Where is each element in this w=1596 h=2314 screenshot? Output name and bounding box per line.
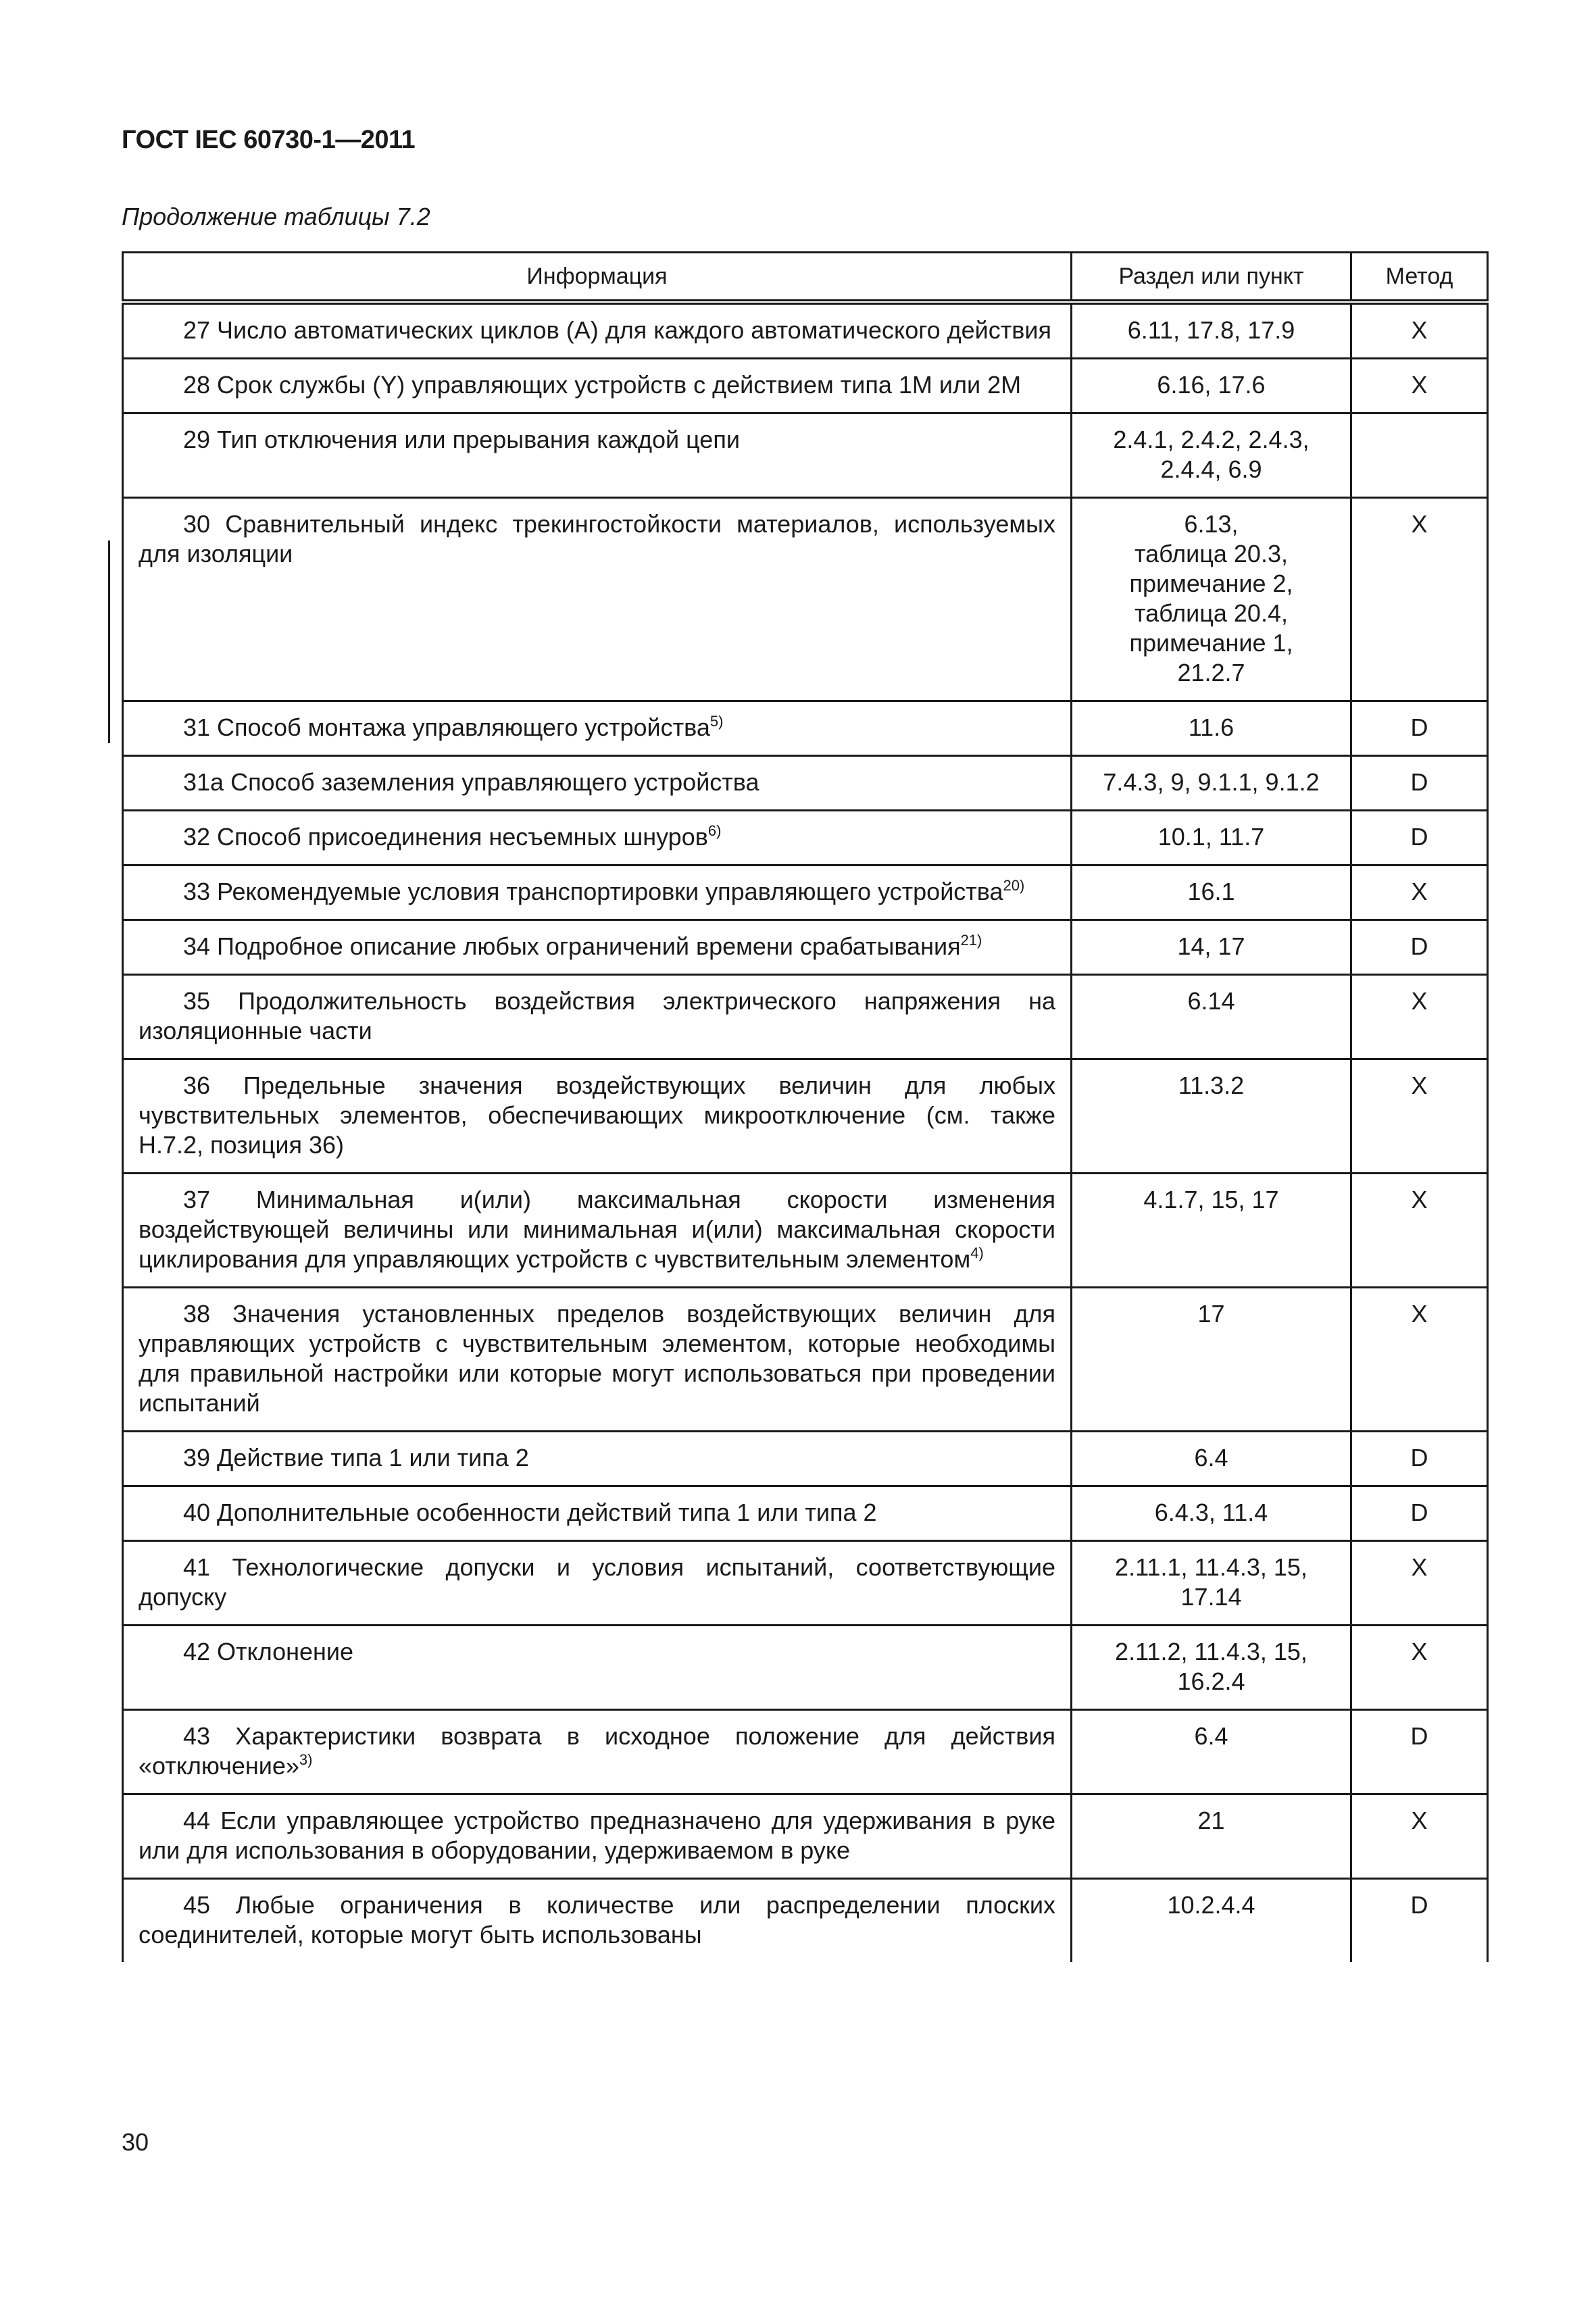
row-information-cell bbox=[123, 359, 1072, 413]
row-section-cell: 4.1.7, 15, 17 bbox=[1072, 1174, 1351, 1288]
row-section-cell: 7.4.3, 9, 9.1.1, 9.1.2 bbox=[1072, 756, 1351, 811]
row-information-text: 44 Если управляющее устройство предназначено для удерживания в руке или для использования в оборудовании, удерживаемом в руке bbox=[139, 1807, 1055, 1864]
row-section-cell: 6.11, 17.8, 17.9 bbox=[1072, 302, 1351, 359]
page-number: 30 bbox=[122, 2128, 149, 2156]
table-row bbox=[123, 1710, 1488, 1794]
footnote-reference: 20) bbox=[1003, 877, 1025, 894]
row-information-cell bbox=[123, 811, 1072, 865]
footnote-reference: 3) bbox=[299, 1751, 313, 1768]
row-method-cell: D bbox=[1351, 1432, 1488, 1486]
row-method-cell: D bbox=[1351, 1879, 1488, 1963]
row-information-cell bbox=[123, 1288, 1072, 1432]
row-information-cell bbox=[123, 920, 1072, 975]
row-information-text: 38 Значения установленных пределов воздействующих величин для управляющих устройств с чувствительным элементом, которые необходимы для правильной настройки или которые могут использоваться при проведении испытаний bbox=[139, 1300, 1055, 1417]
row-information-text: 41 Технологические допуски и условия испытаний, соответствующие допуску bbox=[139, 1553, 1055, 1611]
row-method-cell: D bbox=[1351, 701, 1488, 756]
table-row bbox=[123, 811, 1488, 865]
table-row bbox=[123, 865, 1488, 920]
row-section-cell: 11.6 bbox=[1072, 701, 1351, 756]
row-information-text: 42 Отклонение bbox=[183, 1638, 354, 1665]
row-method-cell: D bbox=[1351, 1486, 1488, 1541]
table-row bbox=[123, 302, 1488, 359]
table-row bbox=[123, 1486, 1488, 1541]
row-information-cell bbox=[123, 756, 1072, 811]
column-header-method: Метод bbox=[1351, 253, 1488, 303]
row-section-cell: 10.2.4.4 bbox=[1072, 1879, 1351, 1963]
row-section-cell: 21 bbox=[1072, 1794, 1351, 1879]
row-method-cell: X bbox=[1351, 498, 1488, 701]
footnote-reference: 6) bbox=[707, 822, 722, 839]
column-header-section: Раздел или пункт bbox=[1072, 253, 1351, 303]
table-row bbox=[123, 1879, 1488, 1963]
table-row bbox=[123, 413, 1488, 498]
row-information-cell bbox=[123, 302, 1072, 359]
row-section-cell: 2.11.1, 11.4.3, 15, 17.14 bbox=[1072, 1541, 1351, 1626]
row-section-cell: 2.11.2, 11.4.3, 15, 16.2.4 bbox=[1072, 1626, 1351, 1710]
table-row bbox=[123, 359, 1488, 413]
row-information-cell bbox=[123, 1794, 1072, 1879]
row-section-cell: 2.4.1, 2.4.2, 2.4.3, 2.4.4, 6.9 bbox=[1072, 413, 1351, 498]
row-information-cell bbox=[123, 413, 1072, 498]
row-method-cell: X bbox=[1351, 1059, 1488, 1174]
row-method-cell: D bbox=[1351, 811, 1488, 865]
row-method-cell: X bbox=[1351, 975, 1488, 1059]
row-method-cell bbox=[1351, 413, 1488, 498]
row-section-cell: 16.1 bbox=[1072, 865, 1351, 920]
row-section-cell: 6.13, таблица 20.3, примечание 2, таблица 20.4, примечание 1, 21.2.7 bbox=[1072, 498, 1351, 701]
row-method-cell: D bbox=[1351, 920, 1488, 975]
column-header-information: Информация bbox=[123, 253, 1072, 303]
footnote-reference: 4) bbox=[970, 1244, 984, 1261]
row-method-cell: X bbox=[1351, 1626, 1488, 1710]
row-method-cell: X bbox=[1351, 302, 1488, 359]
row-method-cell: D bbox=[1351, 756, 1488, 811]
row-section-cell: 17 bbox=[1072, 1288, 1351, 1432]
row-method-cell: X bbox=[1351, 1288, 1488, 1432]
revision-change-bar bbox=[108, 540, 110, 743]
row-information-text: 39 Действие типа 1 или типа 2 bbox=[183, 1444, 529, 1472]
table-row bbox=[123, 1288, 1488, 1432]
row-information-text: 29 Тип отключения или прерывания каждой цепи bbox=[183, 426, 740, 453]
row-method-cell: D bbox=[1351, 1710, 1488, 1794]
table-header-row bbox=[123, 253, 1488, 303]
table-row bbox=[123, 920, 1488, 975]
row-information-text: 33 Рекомендуемые условия транспортировки управляющего устройства bbox=[183, 878, 1003, 905]
document-standard-title: ГОСТ IEC 60730-1—2011 bbox=[122, 126, 416, 154]
table-row bbox=[123, 975, 1488, 1059]
row-section-cell: 6.4 bbox=[1072, 1710, 1351, 1794]
table-row bbox=[123, 498, 1488, 701]
table-row bbox=[123, 1626, 1488, 1710]
row-method-cell: X bbox=[1351, 1174, 1488, 1288]
row-information-cell bbox=[123, 975, 1072, 1059]
row-information-cell bbox=[123, 865, 1072, 920]
row-information-text: 34 Подробное описание любых ограничений времени срабатывания bbox=[183, 932, 961, 960]
footnote-reference: 5) bbox=[709, 713, 724, 730]
row-information-text: 37 Минимальная и(или) максимальная скорости изменения воздействующей величины или минимальная и(или) максимальная скорости циклирования для управляющих устройств с чувствительным элементом bbox=[139, 1186, 1055, 1273]
table-caption: Продолжение таблицы 7.2 bbox=[122, 203, 430, 230]
row-information-text: 32 Способ присоединения несъемных шнуров bbox=[183, 823, 708, 851]
row-section-cell: 6.4 bbox=[1072, 1432, 1351, 1486]
table-row bbox=[123, 756, 1488, 811]
row-section-cell: 6.16, 17.6 bbox=[1072, 359, 1351, 413]
row-method-cell: X bbox=[1351, 1541, 1488, 1626]
table-row bbox=[123, 1174, 1488, 1288]
row-information-text: 27 Число автоматических циклов (А) для каждого автоматического действия bbox=[183, 316, 1051, 344]
row-information-text: 31 Способ монтажа управляющего устройства bbox=[183, 713, 710, 741]
row-section-cell: 6.4.3, 11.4 bbox=[1072, 1486, 1351, 1541]
row-section-cell: 6.14 bbox=[1072, 975, 1351, 1059]
table-row bbox=[123, 1432, 1488, 1486]
table-row bbox=[123, 1059, 1488, 1174]
table-row bbox=[123, 1541, 1488, 1626]
row-information-cell bbox=[123, 1059, 1072, 1174]
row-information-cell bbox=[123, 1710, 1072, 1794]
row-information-cell bbox=[123, 1541, 1072, 1626]
footnote-reference: 21) bbox=[960, 932, 982, 949]
row-method-cell: X bbox=[1351, 359, 1488, 413]
row-information-text: 31a Способ заземления управляющего устройства bbox=[183, 768, 759, 796]
row-information-cell bbox=[123, 1879, 1072, 1963]
table-body bbox=[123, 302, 1488, 1962]
row-information-text: 36 Предельные значения воздействующих величин для любых чувствительных элементов, обеспечивающих микроотключение (см. также H.7.2, позиция 36) bbox=[139, 1072, 1055, 1159]
table-row bbox=[123, 1794, 1488, 1879]
row-information-text: 40 Дополнительные особенности действий типа 1 или типа 2 bbox=[183, 1499, 877, 1526]
row-section-cell: 11.3.2 bbox=[1072, 1059, 1351, 1174]
row-information-text: 45 Любые ограничения в количестве или распределении плоских соединителей, которые могут быть использованы bbox=[139, 1891, 1055, 1948]
row-method-cell: X bbox=[1351, 1794, 1488, 1879]
information-table bbox=[122, 251, 1489, 1962]
row-information-cell bbox=[123, 1626, 1072, 1710]
row-method-cell: X bbox=[1351, 865, 1488, 920]
row-section-cell: 10.1, 11.7 bbox=[1072, 811, 1351, 865]
row-information-text: 28 Срок службы (Y) управляющих устройств с действием типа 1M или 2M bbox=[183, 371, 1022, 399]
row-information-cell bbox=[123, 1486, 1072, 1541]
row-information-text: 35 Продолжительность воздействия электрического напряжения на изоляционные части bbox=[139, 987, 1055, 1045]
table-row bbox=[123, 701, 1488, 756]
row-information-text: 30 Сравнительный индекс трекингостойкости материалов, используемых для изоляции bbox=[139, 510, 1055, 568]
row-information-cell bbox=[123, 1432, 1072, 1486]
row-information-cell bbox=[123, 1174, 1072, 1288]
row-information-cell bbox=[123, 701, 1072, 756]
row-information-cell bbox=[123, 498, 1072, 701]
row-section-cell: 14, 17 bbox=[1072, 920, 1351, 975]
row-information-text: 43 Характеристики возврата в исходное положение для действия «отключение» bbox=[139, 1722, 1055, 1780]
